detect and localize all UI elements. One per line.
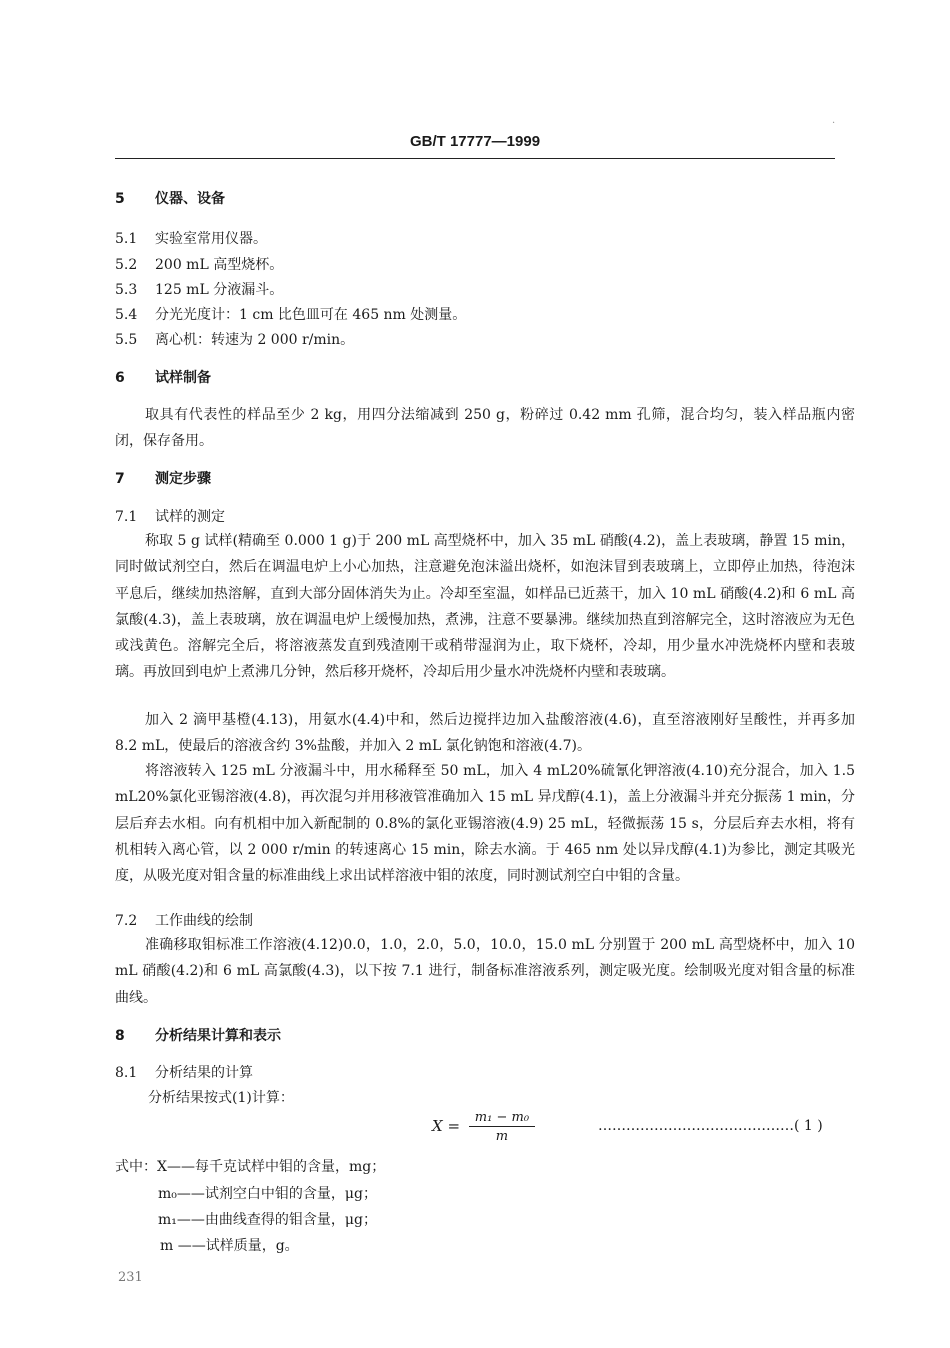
formula-lhs: X =: [432, 1117, 461, 1135]
where-line: m ——试样质量，g。: [160, 1238, 299, 1254]
where-line: m₁——由曲线查得的钼含量，μg；: [158, 1212, 377, 1228]
section-number: 8: [115, 1028, 125, 1044]
section-6-paragraph: 取具有代表性的样品至少 2 kg，用四分法缩减到 250 g，粉碎过 0.42 mm 孔筛，混合均匀，装入样品瓶内密闭，保存备用。: [115, 407, 855, 450]
section-7-1-paragraph-3: 将溶液转入 125 mL 分液漏斗中，用水稀释至 50 mL，加入 4 mL20%硫氰化钾溶液(4.10)充分混合，加入 1.5 mL20%氯化亚锡溶液(4.8)，再次混匀并用移液管准确加入 15 mL 异戊醇(4.1)，盖上分液漏斗并充分振荡 1 min，分层后弃去水相。向有机相中加入新配制的 0.8%的氯化亚锡溶液(4.9) 25 mL，轻微振荡 15 s，分层后弃去水相，将有机相转入离心管，以 2 000 r/min 的转速离心 15 min，除去水滴。于 465 nm 处以异戊醇(4.1)为参比，测定其吸光度，从吸光度对钼含量的标准曲线上求出试样溶液中钼的浓度，同时测试剂空白中钼的含量。: [115, 763, 855, 885]
formula-leader: [598, 1118, 823, 1134]
section-8-heading: [115, 1027, 281, 1045]
list-item: [115, 256, 283, 274]
section-title: 仪器、设备: [155, 191, 225, 207]
list-item: [115, 281, 283, 299]
item-text: 200 mL 高型烧杯。: [155, 257, 284, 273]
section-7-heading: [115, 470, 211, 488]
section-7-2-paragraph: 准确移取钼标准工作溶液(4.12)0.0，1.0，2.0，5.0，10.0，15.0 mL 分别置于 200 mL 高型烧杯中，加入 10 mL 硝酸(4.2)和 6 mL 高氯酸(4.3)，以下按 7.1 进行，制备标准溶液系列，测定吸光度。绘制吸光度对钼含量的标准曲线。: [115, 937, 855, 1006]
item-number: 5.5: [115, 332, 138, 348]
header-rule: [115, 158, 835, 159]
scan-mark: ·: [832, 118, 836, 129]
equation-label: ( 1 ): [794, 1118, 823, 1134]
section-number: 5: [115, 191, 125, 207]
formula-intro: 分析结果按式(1)计算：: [148, 1090, 294, 1106]
section-number: 6: [115, 370, 125, 386]
subsection-8-1-heading: [115, 1064, 253, 1082]
section-6-heading: [115, 369, 211, 387]
where-line: m₀——试剂空白中钼的含量，μg；: [158, 1186, 377, 1202]
item-number: 5.3: [115, 282, 138, 298]
item-number: 5.1: [115, 231, 138, 247]
item-number: 5.4: [115, 307, 138, 323]
subsection-number: 7.1: [115, 509, 138, 525]
item-number: 5.2: [115, 257, 138, 273]
section-title: 试样制备: [155, 370, 211, 386]
item-text: 分光光度计：1 cm 比色皿可在 465 nm 处测量。: [155, 307, 467, 323]
subsection-title: 分析结果的计算: [155, 1065, 253, 1081]
subsection-number: 8.1: [115, 1065, 138, 1081]
section-title: 分析结果计算和表示: [155, 1028, 281, 1044]
section-number: 7: [115, 471, 125, 487]
where-line: 式中：X——每千克试样中钼的含量，mg；: [115, 1159, 386, 1175]
subsection-number: 7.2: [115, 913, 138, 929]
section-7-1-paragraph-1: 称取 5 g 试样(精确至 0.000 1 g)于 200 mL 高型烧杯中，加入 35 mL 硝酸(4.2)，盖上表玻璃，静置 15 min，同时做试剂空白，然后在调温电炉上小心加热，注意避免泡沫溢出烧杯，如泡沫冒到表玻璃上，立即停止加热，待泡沫平息后，继续加热溶解，直到大部分固体消失为止。冷却至室温，如样品已近蒸干，加入 10 mL 硝酸(4.2)和 6 mL 高氯酸(4.3)，盖上表玻璃，放在调温电炉上缓慢加热，煮沸，注意不要暴沸。继续加热直到溶解完全，这时溶液应为无色或浅黄色。溶解完全后，将溶液蒸发直到残渣刚干或稍带湿润为止，取下烧杯，冷却，用少量水冲洗烧杯内壁和表玻璃。再放回到电炉上煮沸几分钟，然后移开烧杯，冷却后用少量水冲洗烧杯内壁和表玻璃。: [115, 533, 855, 681]
formula-fraction: [469, 1110, 535, 1144]
list-item: [115, 331, 354, 349]
item-text: 125 mL 分液漏斗。: [155, 282, 284, 298]
formula-numerator: m₁ − m₀: [469, 1110, 535, 1127]
formula-denominator: m: [495, 1129, 509, 1144]
list-item: [115, 306, 466, 324]
section-7-1-paragraph-2: 加入 2 滴甲基橙(4.13)，用氨水(4.4)中和，然后边搅拌边加入盐酸溶液(4.6)，直至溶液刚好呈酸性，并再多加 8.2 mL，使最后的溶液含约 3%盐酸，并加入 2 mL 氯化钠饱和溶液(4.7)。: [115, 712, 855, 755]
item-text: 离心机：转速为 2 000 r/min。: [155, 332, 355, 348]
page-header: GB/T 17777—1999: [409, 133, 541, 150]
item-text: 实验室常用仪器。: [155, 231, 267, 247]
section-title: 测定步骤: [155, 471, 211, 487]
leader-dots: ……………………………………: [598, 1118, 794, 1134]
subsection-title: 试样的测定: [155, 509, 225, 525]
subsection-7-2-heading: [115, 912, 253, 930]
section-5-heading: [115, 190, 225, 208]
page-number: 231: [118, 1270, 143, 1285]
subsection-title: 工作曲线的绘制: [155, 913, 253, 929]
formula-1: [432, 1110, 535, 1144]
list-item: [115, 230, 267, 248]
subsection-7-1-heading: [115, 508, 225, 526]
